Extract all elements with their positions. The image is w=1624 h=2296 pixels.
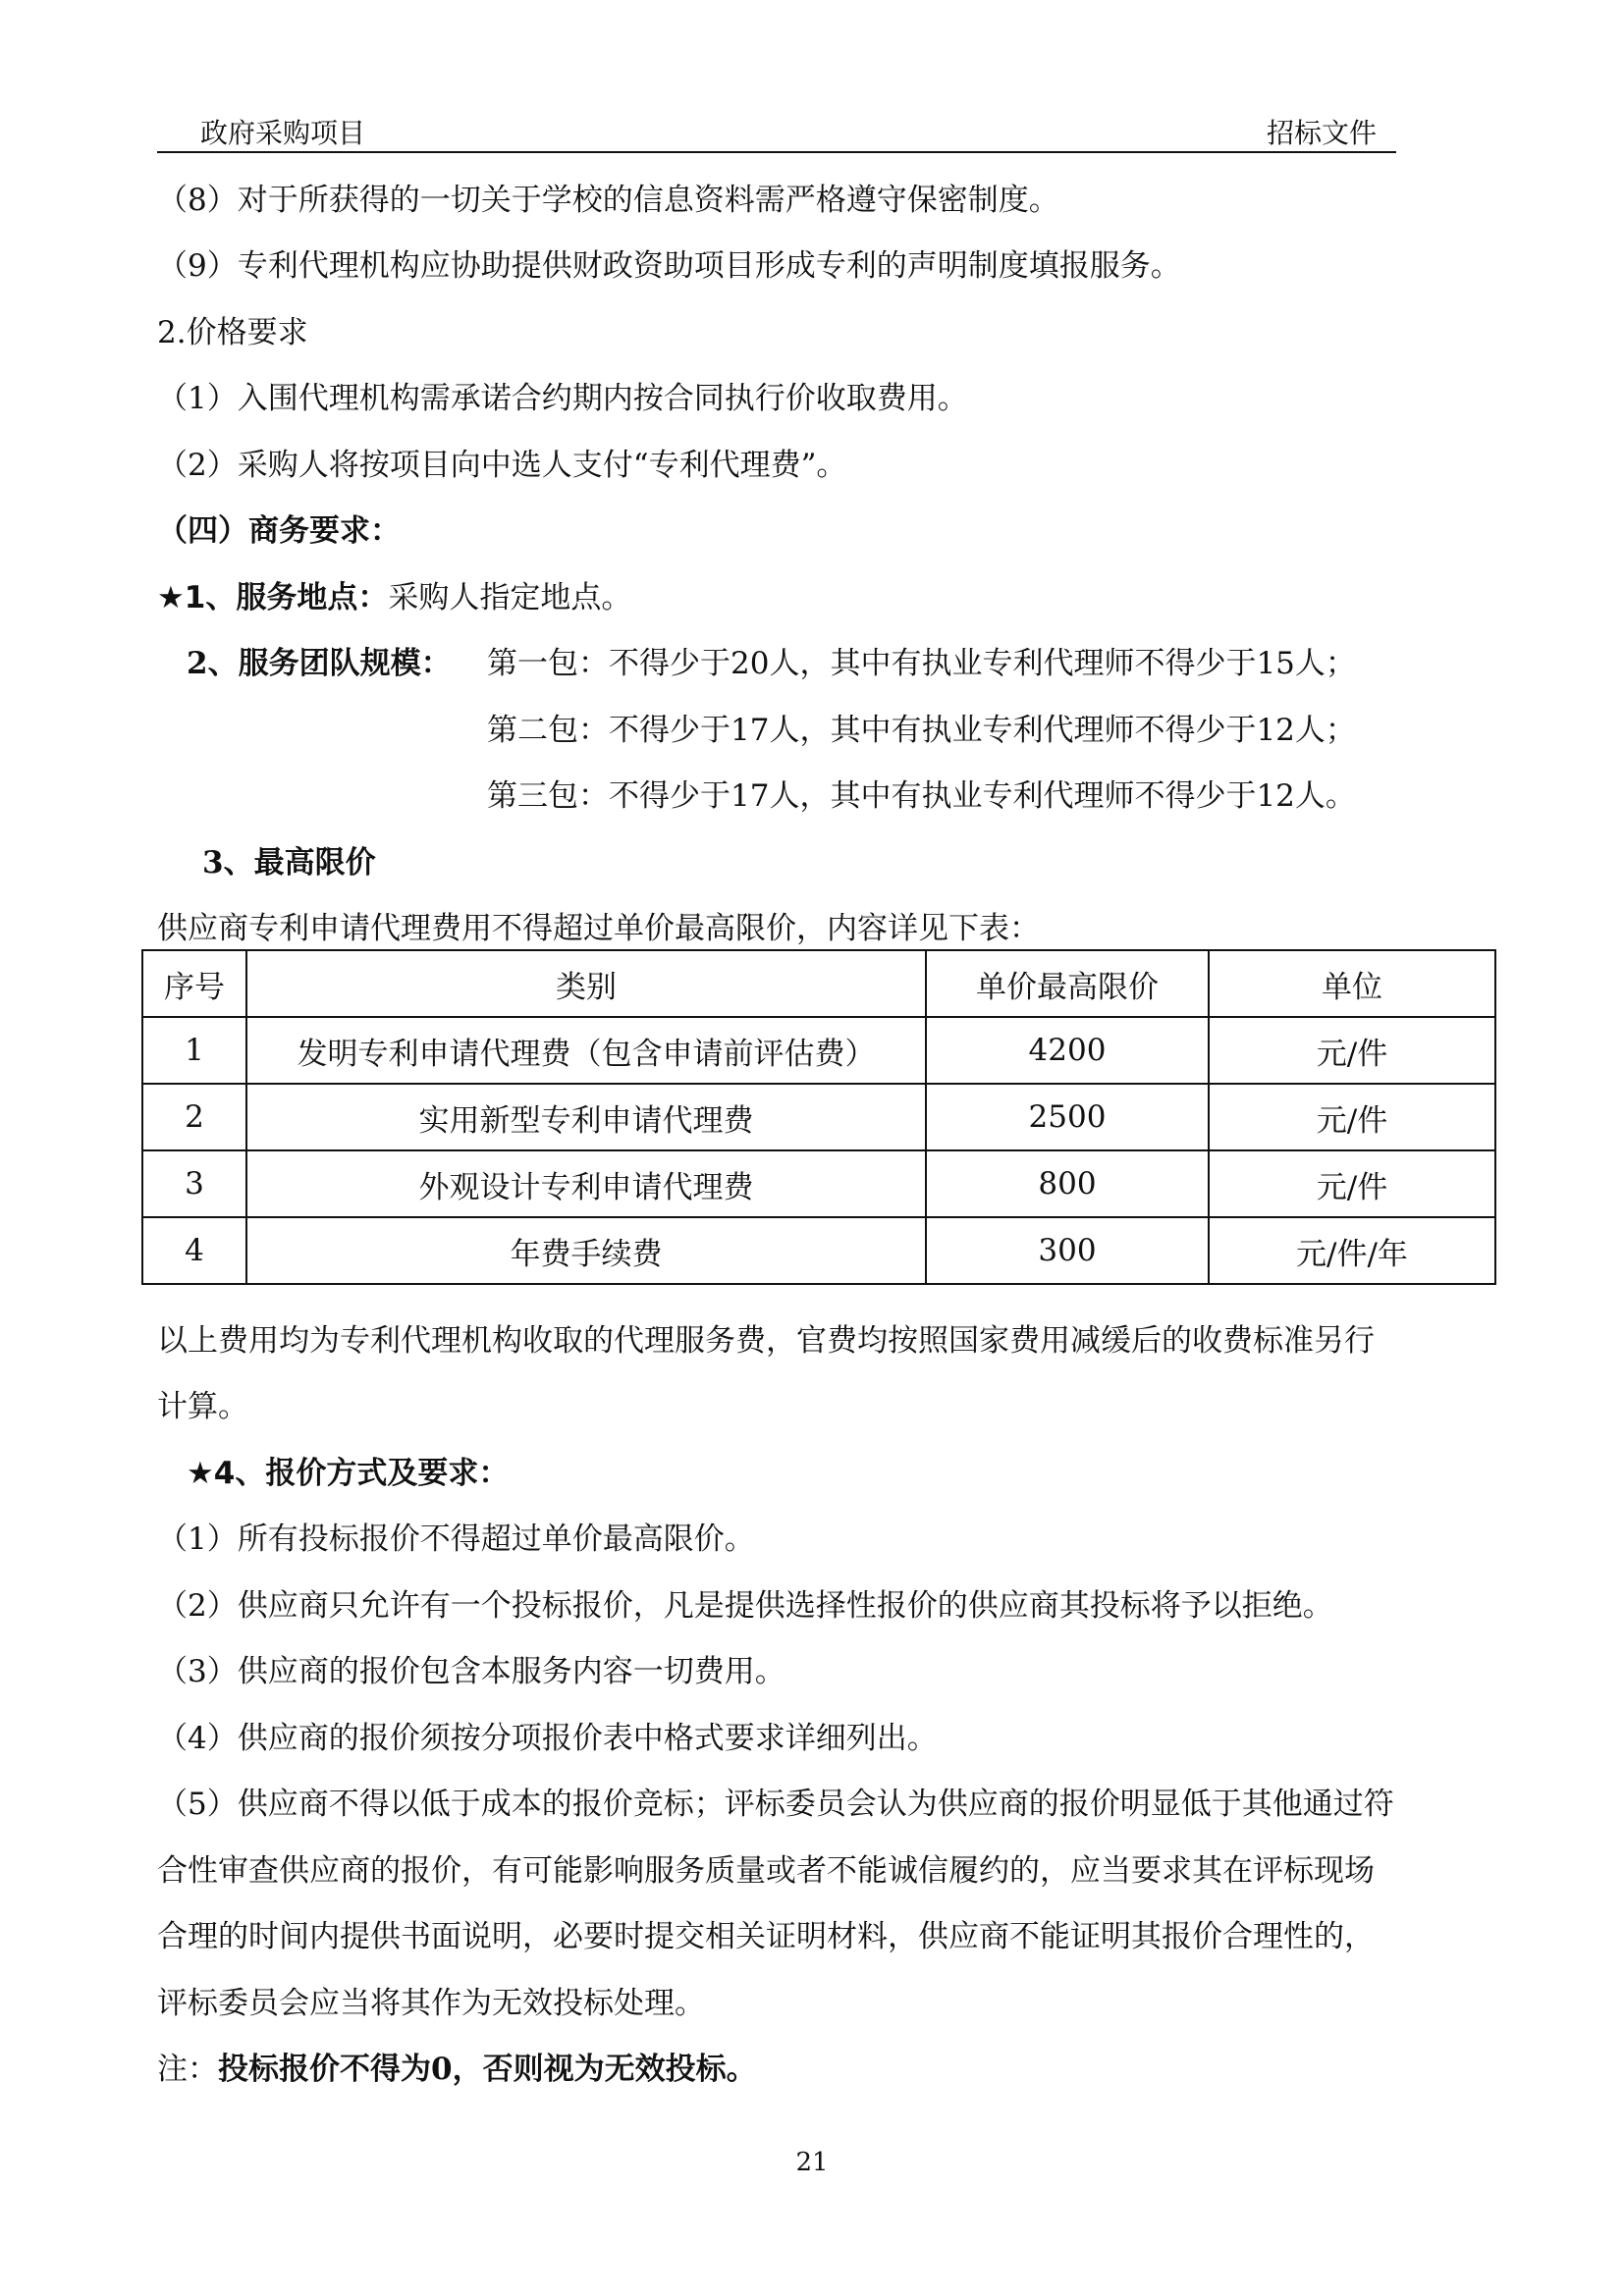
header-max-price: 单价最高限价 [926, 950, 1209, 1017]
row-unit: 元/件 [1209, 1150, 1495, 1217]
service-location [157, 578, 631, 617]
price-requirement-heading: 2.价格要求 [157, 315, 308, 350]
header-right: 招标文件 [1267, 117, 1378, 149]
quote-5-line-3: 合理的时间内提供书面说明，必要时提交相关证明材料，供应商不能证明其报价合理性的， [157, 1919, 1375, 1954]
business-requirements-heading: （四）商务要求： [157, 513, 401, 549]
row-unit: 元/件 [1209, 1084, 1495, 1150]
requirement-9: （9）专利代理机构应协助提供财政资助项目形成专利的声明制度填报服务。 [157, 248, 1181, 284]
row-category: 年费手续费 [246, 1217, 926, 1284]
team-size-label: 2、服务团队规模： [187, 646, 452, 681]
fee-note-line-2: 计算。 [157, 1389, 248, 1424]
row-max-price: 2500 [926, 1084, 1209, 1150]
table-row [142, 1017, 1495, 1084]
table-row [142, 1084, 1495, 1150]
row-category: 实用新型专利申请代理费 [246, 1084, 926, 1150]
package-1: 第一包：不得少于20人，其中有执业专利代理师不得少于15人； [487, 646, 1356, 681]
row-max-price: 300 [926, 1217, 1209, 1284]
row-category: 发明专利申请代理费（包含申请前评估费） [246, 1017, 926, 1084]
row-index: 3 [142, 1150, 246, 1217]
price-requirement-1: （1）入围代理机构需承诺合约期内按合同执行价收取费用。 [157, 381, 968, 416]
package-2: 第二包：不得少于17人，其中有执业专利代理师不得少于12人； [487, 713, 1356, 748]
requirement-8: （8）对于所获得的一切关于学校的信息资料需严格遵守保密制度。 [157, 183, 1059, 218]
bid-note-prefix: 注： [157, 2052, 218, 2087]
service-location-value: 采购人指定地点。 [388, 580, 632, 615]
bid-note-text: 投标报价不得为0，否则视为无效投标。 [218, 2052, 757, 2087]
table-header-row [142, 950, 1495, 1017]
quote-1: （1）所有投标报价不得超过单价最高限价。 [157, 1522, 755, 1557]
fee-note-line-1: 以上费用均为专利代理机构收取的代理服务费，官费均按照国家费用减缓后的收费标准另行 [157, 1323, 1375, 1359]
row-max-price: 800 [926, 1150, 1209, 1217]
max-price-heading: 3、最高限价 [202, 845, 376, 881]
table-row [142, 1150, 1495, 1217]
package-3: 第三包：不得少于17人，其中有执业专利代理师不得少于12人。 [487, 778, 1356, 814]
quote-5-line-1: （5）供应商不得以低于成本的报价竞标；评标委员会认为供应商的报价明显低于其他通过符 [157, 1787, 1394, 1822]
page-number: 21 [795, 2148, 829, 2177]
row-max-price: 4200 [926, 1017, 1209, 1084]
price-requirement-2: （2）采购人将按项目向中选人支付“专利代理费”。 [157, 448, 847, 483]
header-unit: 单位 [1209, 950, 1495, 1017]
row-unit: 元/件/年 [1209, 1217, 1495, 1284]
row-index: 1 [142, 1017, 246, 1084]
header-left: 政府采购项目 [200, 117, 366, 149]
row-index: 2 [142, 1084, 246, 1150]
table-row [142, 1217, 1495, 1284]
header-rule [157, 151, 1396, 153]
header-category: 类别 [246, 950, 926, 1017]
quote-5-line-2: 合性审查供应商的报价，有可能影响服务质量或者不能诚信履约的，应当要求其在评标现场 [157, 1853, 1375, 1889]
max-price-table [141, 949, 1496, 1285]
header-index: 序号 [142, 950, 246, 1017]
quote-2: （2）供应商只允许有一个投标报价，凡是提供选择性报价的供应商其投标将予以拒绝。 [157, 1588, 1333, 1624]
quote-5-line-4: 评标委员会应当将其作为无效投标处理。 [157, 1986, 705, 2021]
row-index: 4 [142, 1217, 246, 1284]
row-unit: 元/件 [1209, 1017, 1495, 1084]
max-price-intro: 供应商专利申请代理费用不得超过单价最高限价，内容详见下表： [157, 911, 1040, 946]
row-category: 外观设计专利申请代理费 [246, 1150, 926, 1217]
quote-3: （3）供应商的报价包含本服务内容一切费用。 [157, 1654, 785, 1689]
quote-heading: ★4、报价方式及要求： [187, 1456, 510, 1491]
bid-note [157, 2050, 757, 2089]
service-location-label: ★1、服务地点： [157, 580, 389, 615]
quote-4: （4）供应商的报价须按分项报价表中格式要求详细列出。 [157, 1721, 938, 1756]
